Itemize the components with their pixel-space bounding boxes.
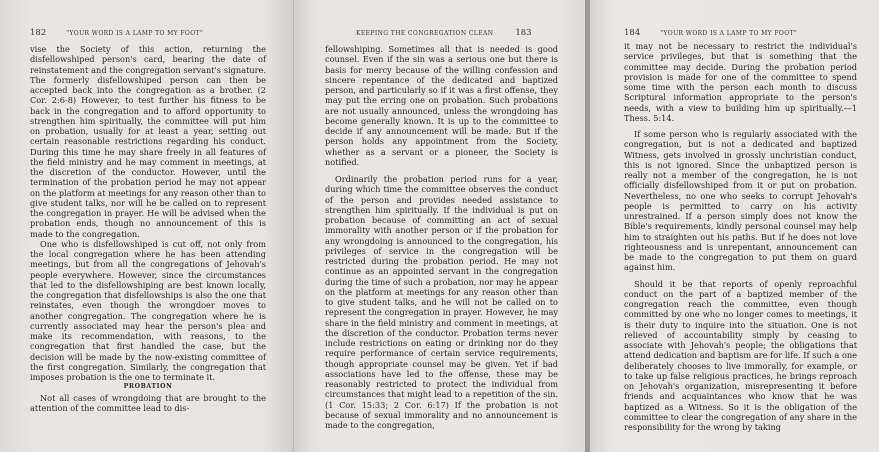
paragraph: it may not be necessary to restrict the individual's service privileges, but that is something that the committee may decide. During the probation period provision is made for one of the committee to spend some time with the person each month to discuss Scriptural information appropriate to the person's needs, with a view to building him up spiritually.—1 Thess. 5:14. [624,41,857,123]
page-183 [294,0,585,452]
section-subheading: PROBATION [123,383,173,391]
page-number: 183 [515,28,532,38]
paragraph: fellowshiping. Sometimes all that is needed is good counsel. Even if the sin was a serious one but there is basis for mercy because of the willing confession and sincere repentance of the dedicated and baptized person, and particularly so if it was a first offense, they may put the erring one on probation. Such probations are not usually announced, unless the wrongdoing has become generally known. It is up to the committee to decide if any announcement will be made. But if the person holds any appointment from the Society, whether as a servant or a pioneer, the Society is notified. [325,44,558,167]
page-header [356,28,532,38]
page-header [624,28,797,38]
page-number: 184 [624,28,641,38]
page-body [325,44,558,430]
paragraph: One who is disfellowshiped is cut off, not only from the local congregation where he has been attending meetings, but from all the congregations of Jehovah's people everywhere. However, since the circumstances that led to the disfellowshiping are best known locally, the congregation that disfellowships is also the one that reinstates, even though the wrongdoer moves to another congregation. The congregation where he is currently associated may hear the person's plea and make its recommendation, with reasons, to the congregation that first handled the case, but the decision will be made by the now-existing committee of the first congregation. Similarly, the congregation that imposes probation is the one to terminate it. [30,238,266,382]
page-header [30,28,203,38]
running-head: KEEPING THE CONGREGATION CLEAN [356,30,494,37]
page-number: 182 [30,28,47,38]
paragraph: Should it be that reports of openly reproachful conduct on the part of a baptized member of the congregation reach the committee, even though committed by one who no longer comes to meetings, it is their duty to inquire into the situation. One is not relieved of accountability simply by ceasing to associate with Jehovah's people; the obligations that attend dedication and baptism are for life. If such a one deliberately chooses to live immorally, for example, or to take up false religious practices, he brings reproach on Jehovah's organization, misrepresenting it before friends and acquaintances who know that he was baptized as a Witness. So it is the obligation of the committee to clear the congregation of any share in the responsibility for the wrong by taking [624,278,857,432]
paragraph: Ordinarily the probation period runs for a year, during which time the committee observes the conduct of the person and provides needed assistance to strengthen him spiritually. If the individual is put on probation because of committing an act of sexual immorality with another person or if the probation for any wrongdoing is announced to the congregation, his privileges of service in the congregation will be restricted during the probation period. He may not continue as an appointed servant in the congregation during the time of such a probation, nor may he appear on the platform at meetings for any reason other than to give student talks, and he will not be called on to represent the congregation in prayer. However, he may share in the field ministry and comment in meetings, at the discretion of the conductor. Probation terms never include restrictions on eating or drinking nor do they require performance of certain service requirements, though appropriate counsel may be given. Yet if bad associations have led to the offense, these may be reasonably restricted to protect the individual from circumstances that might lead to a repetition of the sin. (1 Cor. 15:33; 2 Cor. 6:17) If the probation is not because of sexual immorality and no announcement is made to the congregation, [325,174,558,430]
paragraph: Not all cases of wrongdoing that are brought to the attention of the committee lead to dis- [30,392,266,413]
paragraph: vise the Society of this action, returning the disfellowshiped person's card, bearing the date of reinstatement and the congregation servant's signature. The formerly disfellowshiped person can then be accepted back into the congregation as a brother. (2 Cor. 2:6-8) However, to test further his fitness to be back in the congregation and to afford opportunity to strengthen him spiritually, the committee will put him on probation, usually for at least a year, setting out certain reasonable restrictions regarding his conduct. During this time he may share freely in all features of the field ministry and he may comment in meetings, at the discretion of the conductor. However, until the termination of the probation period he may not appear on the platform at meetings for any reason other than to give student talks, nor will he be called on to represent the congregation in prayer. He will be advised when the probation ends, though no announcement of this is made to the congregation. [30,44,266,239]
page-184 [590,0,879,452]
page-body [30,44,266,413]
page-body [624,41,857,432]
page-182 [0,0,293,452]
running-head: "YOUR WORD IS A LAMP TO MY FOOT" [66,30,204,37]
paragraph: If some person who is regularly associated with the congregation, but is not a dedicated and baptized Witness, gets involved in grossly unchristian conduct, this is not ignored. Since the unbaptized person is really not a member of the congregation, he is not officially disfellowshiped from it or put on probation. Nevertheless, no one who seeks to corrupt Jehovah's people is permitted to carry on his activity unrestrained. If a person simply does not know the Bible's requirements, kindly personal counsel may help him to straighten out his paths. But if he does not love righteousness and is unrepentant, announcement can be made to the congregation to put them on guard against him. [624,129,857,273]
running-head: "YOUR WORD IS A LAMP TO MY FOOT" [660,30,798,37]
